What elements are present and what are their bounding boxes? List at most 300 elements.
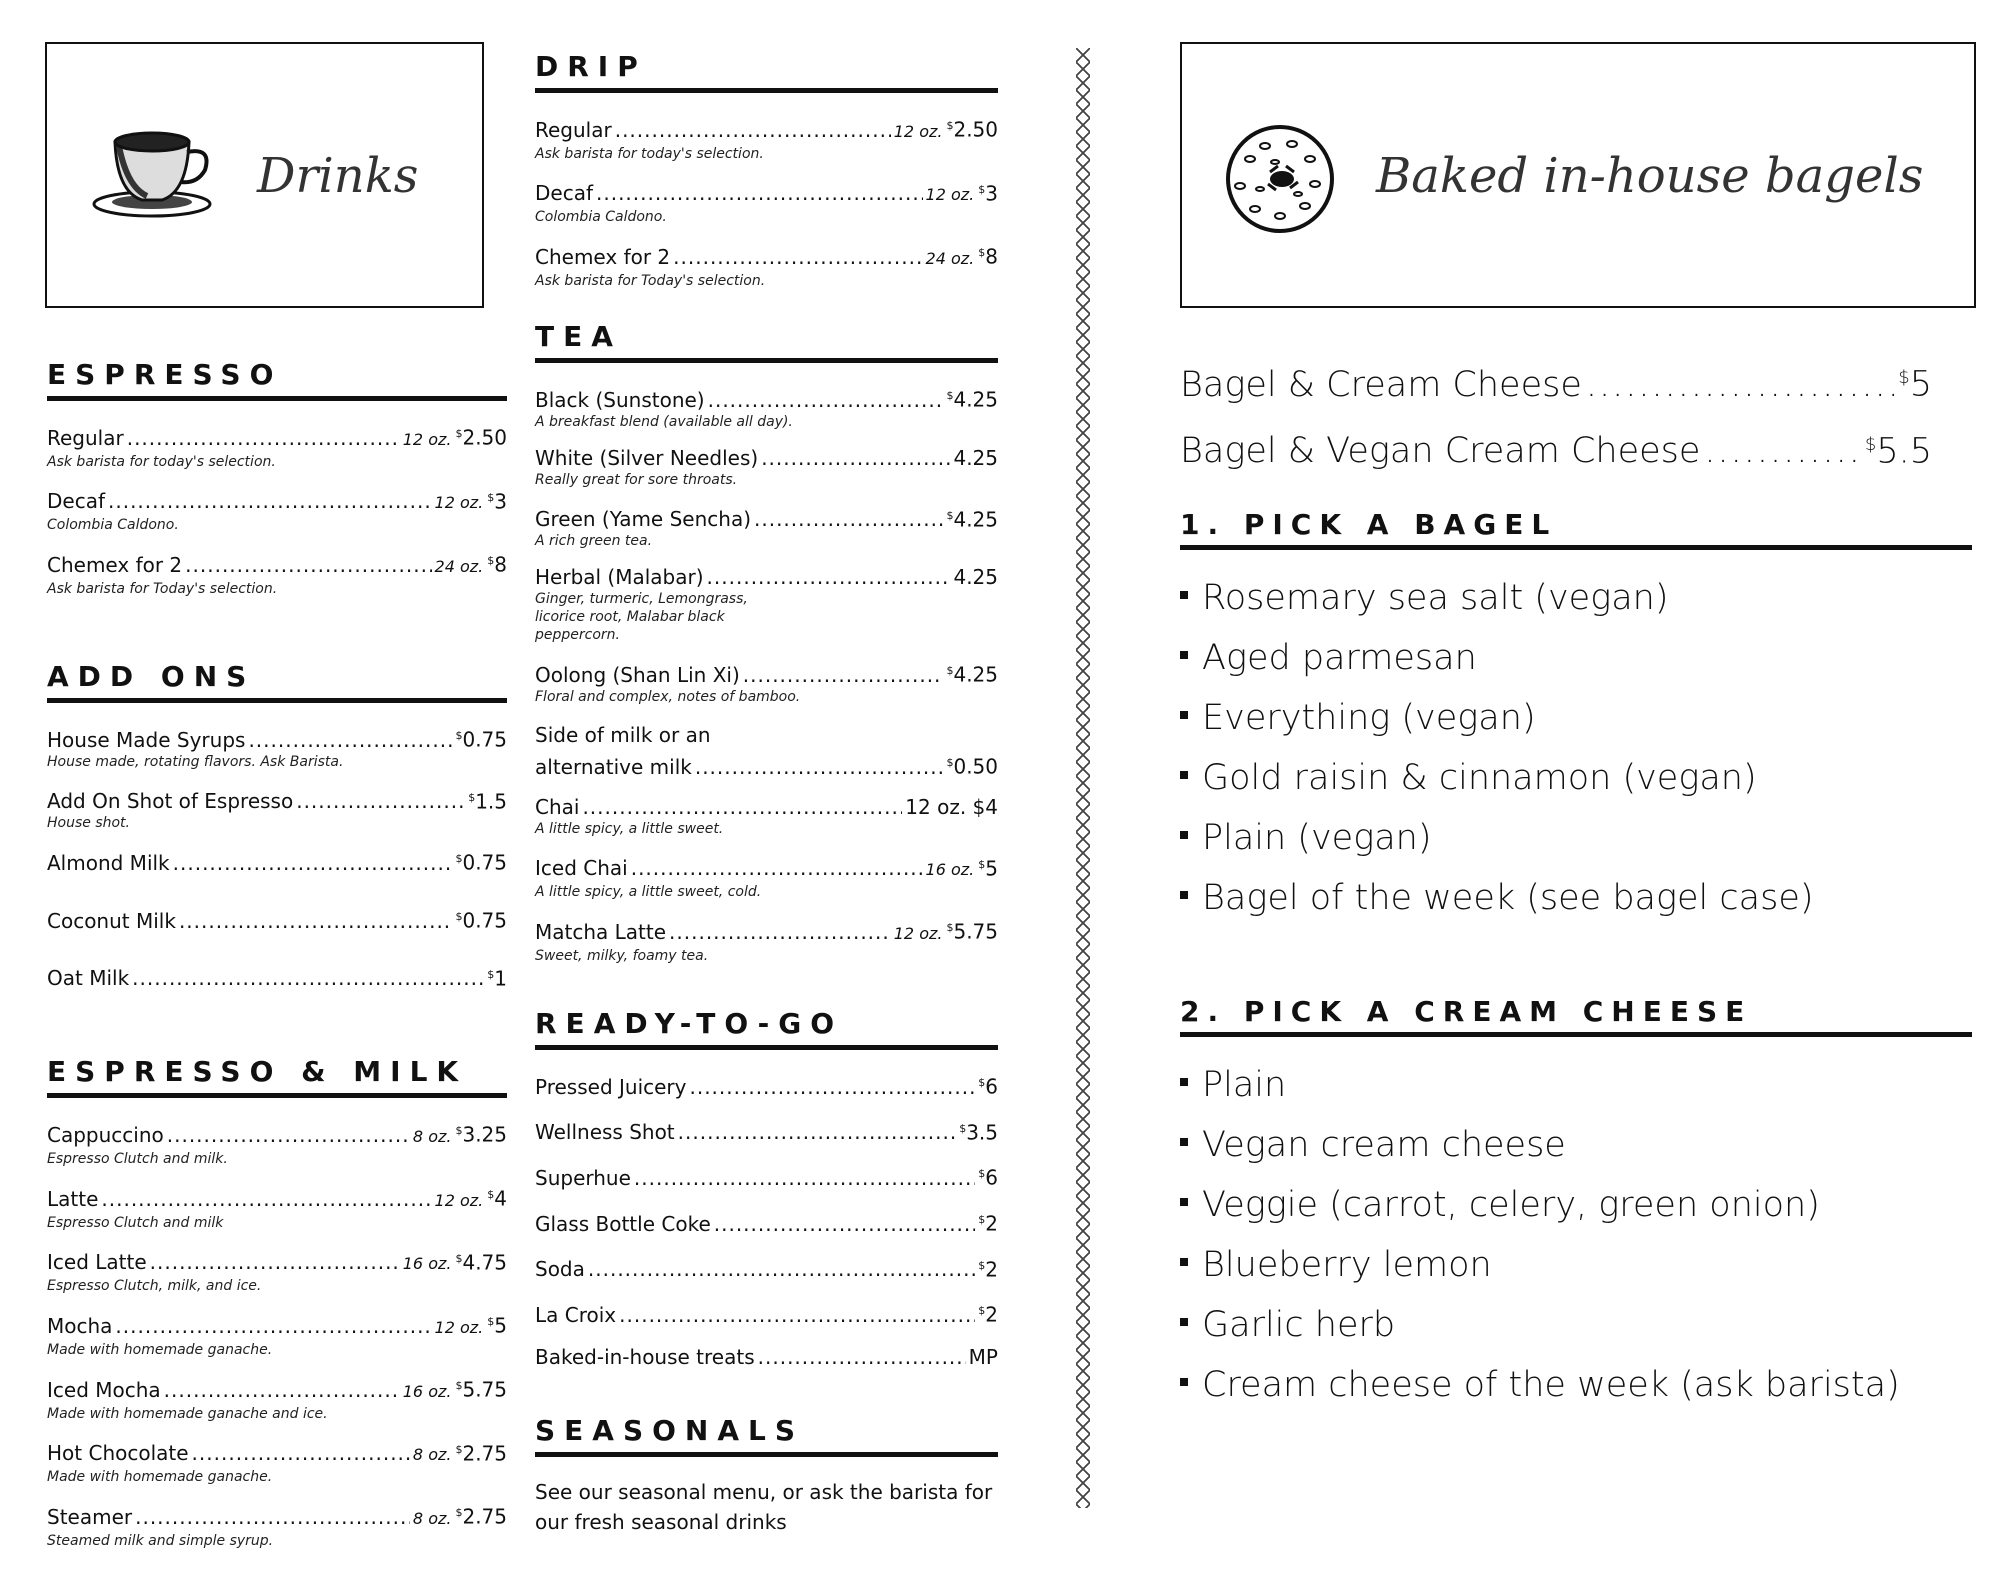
item-name: Pressed Juicery — [535, 1074, 687, 1099]
drinks-title-panel — [45, 42, 484, 308]
item-size: 12 oz. — [434, 493, 484, 513]
currency-symbol: $ — [946, 664, 954, 678]
price-value: 4.75 — [462, 1250, 507, 1275]
leader-dots — [596, 180, 923, 206]
item-name: Steamer — [47, 1504, 133, 1529]
currency-symbol: $ — [946, 508, 954, 522]
option-label: Gold raisin & cinnamon (vegan) — [1202, 758, 1757, 799]
seasonals-text: See our seasonal menu, or ask the barista for our fresh seasonal drinks — [535, 1479, 993, 1534]
price-value: 2.50 — [953, 117, 998, 142]
tea-heading: TEA — [535, 318, 998, 363]
leader-dots — [678, 1119, 957, 1145]
item-price — [978, 852, 998, 882]
tea-list — [535, 383, 998, 706]
item-description: Made with homemade ganache and ice. — [47, 1405, 328, 1422]
price-value: 3 — [985, 181, 998, 206]
price-value: 2 — [985, 1302, 998, 1327]
leader-dots — [296, 788, 465, 814]
leader-dots — [150, 1249, 400, 1275]
item-name: La Croix — [535, 1302, 617, 1327]
espresso-heading: ESPRESSO — [47, 356, 507, 401]
item-name: Add On Shot of Espresso — [47, 789, 294, 814]
price-value: 5 — [985, 856, 998, 881]
option-label: Vegan cream cheese — [1202, 1125, 1566, 1166]
add-ons-list — [47, 723, 507, 991]
pick-cream-cheese-heading: 2. PICK A CREAM CHEESE — [1180, 992, 1972, 1037]
combo-price — [1865, 423, 1932, 474]
leader-dots — [673, 244, 922, 270]
menu-item — [47, 962, 507, 992]
item-price — [978, 240, 998, 270]
price-value: 2.50 — [462, 425, 507, 450]
item-description: A rich green tea. — [535, 533, 653, 550]
bagel-option — [1180, 576, 1972, 620]
menu-item — [535, 1253, 998, 1283]
option-label: Blueberry lemon — [1202, 1245, 1492, 1286]
leader-dots — [164, 1377, 400, 1403]
bullet-icon — [1180, 1138, 1188, 1146]
ready-to-go-list — [535, 1070, 998, 1370]
menu-item — [535, 1070, 998, 1100]
menu-item — [535, 1116, 998, 1146]
leader-dots — [582, 794, 902, 820]
bagel-combo-item — [1180, 356, 1932, 407]
currency-symbol: $ — [455, 1124, 463, 1138]
menu-item — [535, 852, 998, 902]
item-price — [905, 794, 998, 820]
item-size: 12 oz. — [434, 1317, 484, 1337]
price-value: 5.5 — [1876, 431, 1932, 472]
price-value: 4.25 — [953, 507, 998, 532]
espresso-milk-section — [47, 1053, 507, 1550]
option-label: Plain — [1202, 1065, 1287, 1106]
item-description: Espresso Clutch and milk — [47, 1214, 224, 1231]
item-name: Decaf — [47, 489, 105, 514]
currency-symbol: $ — [455, 1378, 463, 1392]
cream-cheese-option — [1180, 1363, 1972, 1407]
bagel-option — [1180, 696, 1972, 740]
pick-cream-cheese-section — [1180, 992, 1972, 1407]
item-price — [455, 1373, 507, 1403]
item-description: Steamed milk and simple syrup. — [47, 1532, 274, 1549]
currency-symbol: $ — [487, 554, 495, 568]
item-name: Iced Mocha — [47, 1377, 161, 1402]
item-price — [946, 113, 998, 143]
item-description: Made with homemade ganache. — [47, 1469, 273, 1486]
leader-dots — [185, 552, 431, 578]
currency-symbol: $ — [468, 790, 476, 804]
tea-list-2 — [535, 794, 998, 965]
item-name: Soda — [535, 1257, 585, 1282]
item-price — [455, 1246, 507, 1276]
menu-item — [47, 485, 507, 535]
leader-dots — [689, 1074, 975, 1100]
pick-bagel-heading: 1. PICK A BAGEL — [1180, 505, 1972, 550]
menu-item — [47, 1500, 507, 1550]
item-price — [959, 1116, 998, 1146]
currency-symbol: $ — [946, 921, 954, 935]
leader-dots — [179, 908, 453, 934]
bullet-icon — [1180, 1078, 1188, 1086]
price-value: 5 — [1909, 364, 1932, 405]
item-size: 8 oz. — [412, 1508, 452, 1528]
menu-item — [535, 1161, 998, 1191]
bagel-icon — [1220, 124, 1340, 234]
currency-symbol: $ — [946, 119, 954, 132]
leader-dots — [101, 1186, 431, 1212]
price-value: 3.5 — [966, 1120, 998, 1145]
currency-symbol: $ — [978, 857, 986, 871]
pick-bagel-section — [1180, 505, 1972, 920]
menu-item — [47, 421, 507, 471]
price-value: 2 — [985, 1211, 998, 1236]
bagel-option — [1180, 816, 1972, 860]
price-value: 0.75 — [462, 908, 507, 933]
price-value: 0.75 — [462, 850, 507, 875]
price-value: 8 — [985, 244, 998, 269]
item-name: Matcha Latte — [535, 919, 667, 944]
option-label: Cream cheese of the week (ask barista) — [1202, 1365, 1900, 1406]
currency-symbol: $ — [978, 246, 986, 260]
item-description: Ask barista for today's selection. — [47, 453, 276, 470]
price-value: 1.5 — [475, 789, 507, 814]
currency-symbol: $ — [455, 1506, 463, 1520]
item-price — [487, 962, 507, 992]
currency-symbol: $ — [487, 1187, 495, 1201]
bullet-icon — [1180, 591, 1188, 599]
item-description: Floral and complex, notes of bamboo. — [535, 688, 801, 705]
item-description: Sweet, milky, foamy tea. — [535, 947, 709, 964]
ready-to-go-section — [535, 1005, 998, 1370]
item-description: Ginger, turmeric, Lemongrass, licorice root, Malabar black peppercorn. — [535, 591, 748, 644]
side-milk-line1: Side of milk or an — [535, 722, 711, 747]
option-label: Bagel of the week (see bagel case) — [1202, 878, 1814, 919]
leader-dots — [754, 506, 943, 532]
leader-dots — [135, 1504, 410, 1530]
leader-dots — [714, 1211, 976, 1237]
menu-item — [47, 723, 507, 771]
menu-item — [535, 564, 998, 644]
menu-item — [535, 445, 998, 489]
cream-cheese-options-list — [1180, 1063, 1972, 1407]
item-size: 12 oz. — [434, 1190, 484, 1210]
item-price — [953, 445, 998, 471]
right-column — [1180, 356, 1972, 1423]
bagels-title-panel — [1180, 42, 1976, 308]
item-name: Wellness Shot — [535, 1120, 675, 1145]
cream-cheese-option — [1180, 1123, 1972, 1167]
item-description: Ask barista for Today's selection. — [535, 272, 766, 289]
price-value: 1 — [494, 966, 507, 991]
price-value: 4 — [494, 1186, 507, 1211]
bullet-icon — [1180, 891, 1188, 899]
item-name: Decaf — [535, 181, 593, 206]
price-value: 4.25 — [953, 445, 998, 470]
item-price — [978, 1298, 998, 1328]
price-value: 4.25 — [953, 565, 998, 590]
currency-symbol: $ — [978, 1304, 986, 1318]
item-size: 16 oz. — [402, 1381, 452, 1401]
menu-item — [535, 240, 998, 290]
bagel-combo-item — [1180, 423, 1932, 474]
menu-item — [535, 915, 998, 965]
item-description: Ask barista for Today's selection. — [47, 580, 278, 597]
option-label: Garlic herb — [1202, 1305, 1396, 1346]
item-name: Hot Chocolate — [47, 1441, 189, 1466]
add-ons-section — [47, 658, 507, 991]
item-price — [455, 904, 507, 934]
item-description: A little spicy, a little sweet. — [535, 820, 724, 837]
drip-section — [535, 48, 998, 290]
item-name: Glass Bottle Coke — [535, 1211, 711, 1236]
item-price — [455, 723, 507, 753]
currency-symbol: $ — [455, 852, 463, 866]
middle-column — [535, 48, 998, 1577]
currency-symbol: $ — [455, 909, 463, 923]
item-price — [946, 383, 998, 413]
currency-symbol: $ — [946, 388, 954, 402]
currency-symbol: $ — [978, 1075, 986, 1089]
price-value: 3 — [494, 489, 507, 514]
price-value: 4.25 — [953, 387, 998, 412]
leader-dots — [192, 1440, 410, 1466]
price-value: MP — [968, 1344, 998, 1369]
price-value: 6 — [985, 1074, 998, 1099]
item-description: Really great for sore throats. — [535, 471, 738, 488]
item-price — [455, 1500, 507, 1530]
item-price — [978, 1161, 998, 1191]
price-value: 6 — [985, 1165, 998, 1190]
leader-dots — [132, 965, 484, 991]
item-name: Regular — [47, 425, 124, 450]
item-name: White (Silver Needles) — [535, 445, 759, 470]
item-description: House shot. — [47, 815, 130, 832]
currency-symbol: $ — [978, 1258, 986, 1272]
currency-symbol: $ — [455, 1442, 463, 1456]
price-value: 2.75 — [462, 1441, 507, 1466]
menu-item — [47, 785, 507, 833]
leader-dots — [758, 1344, 966, 1370]
leader-dots — [173, 850, 453, 876]
item-price — [978, 1253, 998, 1283]
item-size: 12 oz. — [893, 121, 943, 141]
bagel-option — [1180, 876, 1972, 920]
cream-cheese-option — [1180, 1063, 1972, 1107]
price-value: 5 — [494, 1313, 507, 1338]
item-name: Oat Milk — [47, 966, 130, 991]
item-price — [978, 1070, 998, 1100]
menu-item — [47, 1373, 507, 1423]
item-name: House Made Syrups — [47, 727, 246, 752]
item-name: Iced Latte — [47, 1250, 147, 1275]
item-description: Espresso Clutch, milk, and ice. — [47, 1278, 262, 1295]
item-name: Chai — [535, 794, 580, 819]
item-description: Colombia Caldono. — [535, 209, 667, 226]
menu-item — [47, 1437, 507, 1487]
bullet-icon — [1180, 1318, 1188, 1326]
leader-dots — [695, 754, 944, 780]
item-price — [978, 1207, 998, 1237]
menu-item — [47, 548, 507, 598]
item-price — [969, 1344, 998, 1370]
item-description: A breakfast blend (available all day). — [535, 413, 793, 430]
espresso-milk-list — [47, 1118, 507, 1550]
item-price — [487, 1309, 507, 1339]
item-size: 12 oz. — [925, 185, 975, 205]
menu-item — [535, 1344, 998, 1370]
item-description: Colombia Caldono. — [47, 517, 179, 534]
item-price — [487, 1182, 507, 1212]
price-value: 5.75 — [953, 919, 998, 944]
bullet-icon — [1180, 1258, 1188, 1266]
leader-dots — [588, 1256, 975, 1282]
menu-item — [535, 1207, 998, 1237]
item-description: House made, rotating flavors. Ask Barista. — [47, 753, 344, 770]
item-price — [946, 658, 998, 688]
bagel-option — [1180, 636, 1972, 680]
side-milk-line2: alternative milk — [535, 754, 692, 779]
left-column — [47, 356, 507, 1590]
combo-name: Bagel & Vegan Cream Cheese — [1180, 431, 1701, 472]
bagel-options-list — [1180, 576, 1972, 920]
currency-symbol: $ — [978, 1212, 986, 1226]
item-size: 8 oz. — [412, 1126, 452, 1146]
currency-symbol: $ — [455, 427, 463, 440]
leader-dots — [167, 1122, 410, 1148]
leader-dots — [619, 1302, 975, 1328]
seasonals-section — [535, 1412, 998, 1537]
leader-dots — [707, 564, 951, 590]
item-name: Herbal (Malabar) — [535, 565, 704, 590]
item-size: 12 oz. — [402, 429, 452, 449]
bullet-icon — [1180, 831, 1188, 839]
item-price — [468, 785, 507, 815]
option-label: Rosemary sea salt (vegan) — [1202, 578, 1669, 619]
menu-item — [47, 904, 507, 934]
item-size: 24 oz. — [925, 248, 975, 268]
menu-item — [535, 113, 998, 163]
item-price — [487, 485, 507, 515]
price-value: 12 oz. $4 — [905, 794, 998, 819]
currency-symbol: $ — [455, 728, 463, 742]
cream-cheese-option — [1180, 1303, 1972, 1347]
leader-dots — [115, 1313, 431, 1339]
option-label: Aged parmesan — [1202, 638, 1477, 679]
item-name: Regular — [535, 117, 612, 142]
menu-item — [47, 846, 507, 876]
currency-symbol: $ — [1864, 433, 1877, 455]
coffee-cup-icon — [87, 122, 217, 222]
price-value: 4.25 — [953, 662, 998, 687]
leader-dots — [631, 855, 923, 881]
tea-section — [535, 318, 998, 965]
item-price — [946, 503, 998, 533]
bagel-option — [1180, 756, 1972, 800]
currency-symbol: $ — [487, 1315, 495, 1329]
leader-dots — [1586, 363, 1894, 407]
menu-item — [535, 177, 998, 227]
menu-item — [535, 794, 998, 838]
item-name: Black (Sunstone) — [535, 387, 705, 412]
leader-dots — [669, 919, 891, 945]
price-value: 2.75 — [462, 1504, 507, 1529]
currency-symbol: $ — [978, 1167, 986, 1181]
currency-symbol: $ — [1898, 367, 1910, 388]
item-price — [978, 177, 998, 207]
leader-dots — [108, 488, 432, 514]
leader-dots — [743, 662, 944, 688]
price-value: 5.75 — [462, 1377, 507, 1402]
drinks-title: Drinks — [257, 148, 419, 204]
espresso-list — [47, 421, 507, 598]
menu-item — [535, 503, 998, 551]
item-price — [487, 548, 507, 578]
bullet-icon — [1180, 771, 1188, 779]
item-name: Chemex for 2 — [47, 552, 183, 577]
item-name: Oolong (Shan Lin Xi) — [535, 662, 740, 687]
menu-item — [535, 383, 998, 431]
item-name: Coconut Milk — [47, 908, 176, 933]
seasonals-heading: SEASONALS — [535, 1412, 998, 1457]
item-description: Espresso Clutch and milk. — [47, 1150, 228, 1167]
menu-item — [47, 1309, 507, 1359]
item-name: Green (Yame Sencha) — [535, 507, 751, 532]
item-name: Latte — [47, 1186, 99, 1211]
bagels-title: Baked in-house bagels — [1376, 148, 1924, 204]
option-label: Veggie (carrot, celery, green onion) — [1202, 1185, 1820, 1226]
bullet-icon — [1180, 711, 1188, 719]
espresso-section — [47, 356, 507, 598]
leader-dots — [248, 727, 452, 753]
leader-dots — [634, 1165, 975, 1191]
item-name: Mocha — [47, 1313, 113, 1338]
cream-cheese-option — [1180, 1243, 1972, 1287]
side-milk-price: $0.50 — [946, 754, 998, 779]
menu-item — [47, 1246, 507, 1296]
currency-symbol: $ — [487, 967, 495, 981]
bullet-icon — [1180, 1198, 1188, 1206]
price-value: 2 — [985, 1257, 998, 1282]
leader-dots — [1704, 429, 1860, 473]
bullet-icon — [1180, 1378, 1188, 1386]
price-value: 8 — [494, 552, 507, 577]
item-name: Cappuccino — [47, 1122, 164, 1147]
side-milk-item — [535, 720, 998, 780]
espresso-milk-heading: ESPRESSO & MILK — [47, 1053, 507, 1098]
option-label: Plain (vegan) — [1202, 818, 1432, 859]
item-name: Superhue — [535, 1165, 631, 1190]
add-ons-heading: ADD ONS — [47, 658, 507, 703]
item-price — [953, 564, 998, 590]
menu-item — [47, 1182, 507, 1232]
menu-item — [47, 1118, 507, 1168]
option-label: Everything (vegan) — [1202, 698, 1536, 739]
item-name: Baked-in-house treats — [535, 1344, 755, 1369]
item-size: 16 oz. — [402, 1254, 452, 1274]
item-name: Iced Chai — [535, 856, 628, 881]
item-description: Made with homemade ganache. — [47, 1341, 273, 1358]
leader-dots — [127, 425, 400, 451]
item-description: Ask barista for today's selection. — [535, 145, 764, 162]
item-name: Chemex for 2 — [535, 244, 671, 269]
menu-item — [535, 658, 998, 706]
item-name: Almond Milk — [47, 850, 170, 875]
bullet-icon — [1180, 651, 1188, 659]
item-price — [455, 421, 507, 451]
item-size: 12 oz. — [893, 923, 943, 943]
currency-symbol: $ — [455, 1251, 463, 1265]
item-size: 8 oz. — [412, 1445, 452, 1465]
